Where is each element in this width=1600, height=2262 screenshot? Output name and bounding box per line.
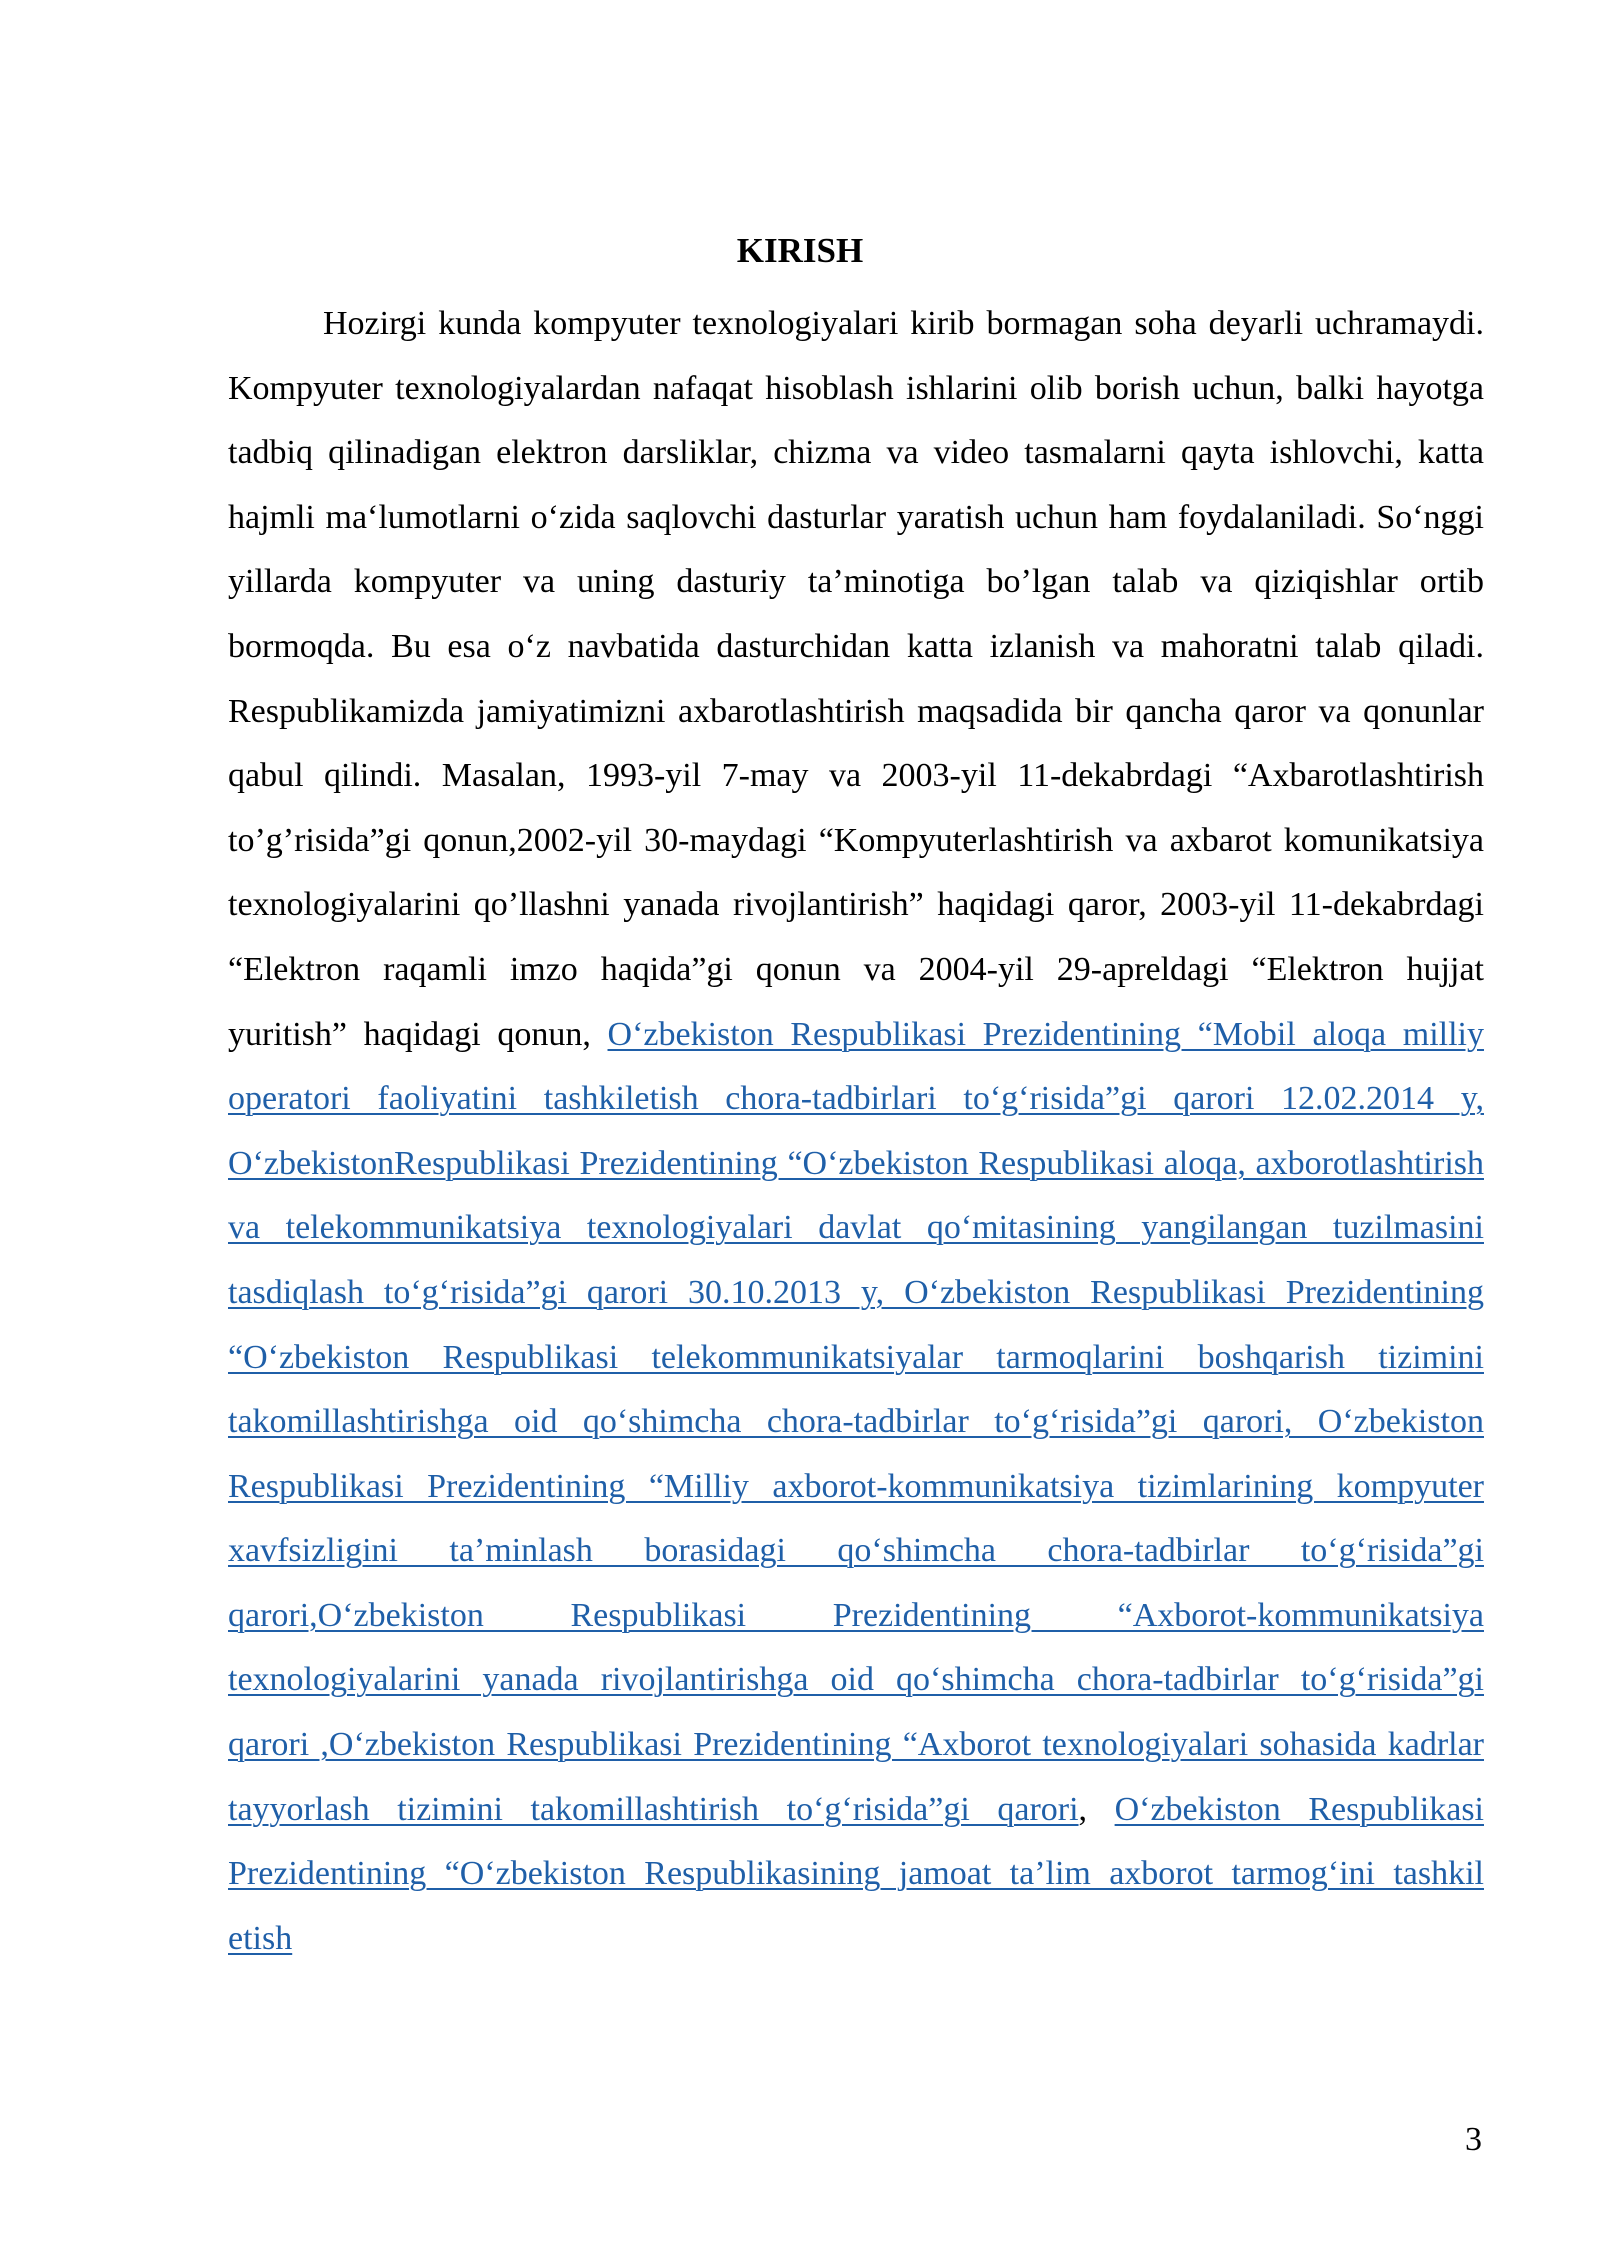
decree-link-mobile-operator[interactable]: O‘zbekiston Respublikasi Prezidentining “Mobil aloqa milliy operatori faoliyatini tashkiletish chora-tadbirlari to‘g‘risida”gi qarori 12.02.2014 y, xyxy=(228,1015,1484,1118)
decree-link-series[interactable]: O‘zbekistonRespublikasi Prezidentining “O‘zbekiston Respublikasi aloqa, axborotlashtirish va telekommunikatsiya texnologiyalari davlat qo‘mitasining yangilangan tuzilmasini tasdiqlash to‘g‘risida”gi qarori 30.10.2013 y, O‘zbekiston Respublikasi Prezidentining “O‘zbekiston Respublikasi telekommunikatsiyalar tarmoqlarini boshqarish tizimini takomillashtirishga oid qo‘shimcha chora-tadbirlar to‘g‘risida”gi qarori, O‘zbekiston Respublikasi Prezidentining “Milliy axborot-kommunikatsiya tizimlarining kompyuter xavfsizligini ta’minlash borasidagi qo‘shimcha chora-tadbirlar to‘g‘risida”gi qarori,O‘zbekiston Respublikasi Prezidentining “Axborot-kommunikatsiya texnologiyalarini yanada rivojlantirishga oid qo‘shimcha chora-tadbirlar to‘g‘risida”gi qarori ,O‘zbekiston Respublikasi Prezidentining “Axborot texnologiyalari sohasida kadrlar tayyorlash tizimini takomillashtirish to‘g‘risida”gi qarori xyxy=(228,1144,1484,1828)
paragraph-text: Hozirgi kunda kompyuter texnologiyalari kirib bormagan soha deyarli uchramaydi. Kompyuter texnologiyalardan nafaqat hisoblash ishlarini olib borish uchun, balki hayotga tadbiq qilinadigan elektron darsliklar, chizma va video tasmalarni qayta ishlovchi, katta hajmli ma‘lumotlarni o‘zida saqlovchi dasturlar yaratish uchun ham foydalaniladi. So‘nggi yillarda kompyuter va uning dasturiy ta’minotiga bo’lgan talab va qiziqishlar ortib bormoqda. Bu esa o‘z navbatida dasturchidan katta izlanish va mahoratni talab qiladi. Respublikamizda jamiyatimizni axbarotlashtirish maqsadida bir qancha qaror va qonunlar qabul qilindi. Masalan, 1993-yil 7-may va 2003-yil 11-dekabrdagi “Axbarotlashtirish to’g’risida”gi qonun,2002-yil 30-maydagi “Kompyuterlashtirish va axbarot komunikatsiya texnologiyalarini qo’llashni yanada rivojlantirish” haqidagi qaror, 2003-yil 11-dekabrdagi “Elektron raqamli imzo haqida”gi qonun va 2004-yil 29-apreldagi “Elektron hujjat yuritish” haqidagi qonun, xyxy=(228,305,1484,1053)
decree-link-jamoat-talim[interactable]: O‘zbekiston Respublikasi Prezidentining “O‘zbekiston Respublikasining jamoat ta’lim axborot tarmog‘ini tashkil etish xyxy=(228,1790,1484,1957)
page-number: 3 xyxy=(1465,2121,1482,2158)
intro-paragraph xyxy=(228,292,1484,1971)
page-heading: KIRISH xyxy=(736,231,864,270)
link-separator-comma: , xyxy=(1078,1790,1115,1828)
